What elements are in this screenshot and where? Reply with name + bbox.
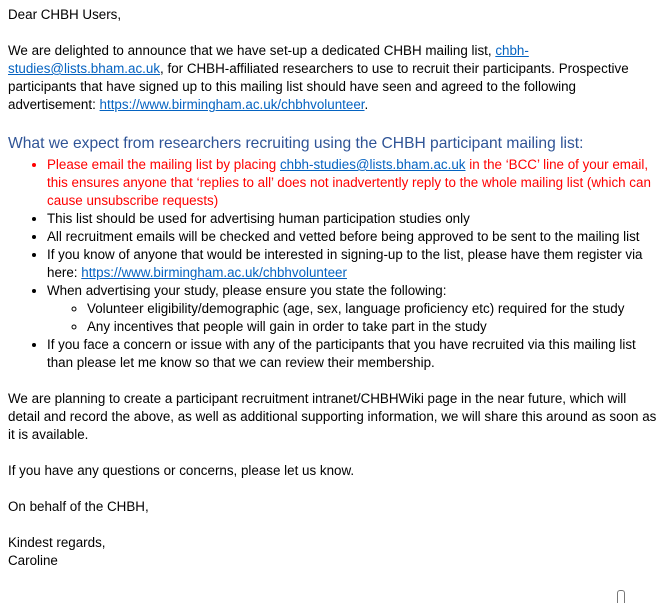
- list-item-bcc: [47, 156, 660, 210]
- intro-paragraph: [8, 42, 660, 114]
- planning-paragraph: We are planning to create a participant recruitment intranet/CHBHWiki page in the near future, which will detail and record the above, as well as additional supporting information, we will share this around as soon as it is available.: [8, 391, 657, 442]
- intro-text: We are delighted to announce that we have set-up a dedicated CHBH mailing list,: [8, 43, 496, 58]
- signature: Caroline: [8, 553, 58, 568]
- sub-list: [47, 300, 660, 336]
- bcc-text-2: in the ‘BCC’ line of your email, this ensures anyone that ‘replies to all’ does not inadvertently reply to the whole mailing list (which can cause unsubscribe requests): [47, 157, 651, 208]
- register-url-link[interactable]: https://www.birmingham.ac.uk/chbhvolunteer: [81, 265, 347, 280]
- list-item: • If you face a concern or issue with any of the participants that you have recruited via this mailing list than please let me know so that we can review their membership.: [47, 336, 660, 372]
- sub-list-item: ◦ Volunteer eligibility/demographic (age, sex, language proficiency etc) required for the study: [87, 300, 660, 318]
- volunteer-url-link[interactable]: https://www.birmingham.ac.uk/chbhvolunteer: [99, 97, 365, 112]
- register-text: If you know of anyone that would be interested in signing-up to the list, please have them register via here:: [47, 247, 643, 280]
- intro-text-2: , for CHBH-affiliated researchers to use to recruit their participants. Prospective participants that have signed up to this mailing list should have seen and agreed to the following advertisement:: [8, 61, 629, 112]
- questions-paragraph: If you have any questions or concerns, please let us know.: [8, 463, 355, 478]
- list-item-advertising: [47, 282, 660, 336]
- sub-list-item: ◦ Any incentives that people will gain in order to take part in the study: [87, 318, 660, 336]
- list-item: • All recruitment emails will be checked and vetted before being approved to be sent to the mailing list: [47, 228, 660, 246]
- greeting: Dear CHBH Users,: [8, 7, 122, 22]
- section-heading: What we expect from researchers recruiting using the CHBH participant mailing list:: [8, 135, 584, 152]
- list-item: • This list should be used for advertising human participation studies only: [47, 210, 660, 228]
- bcc-text: Please email the mailing list by placing: [47, 157, 280, 172]
- intro-text-3: .: [364, 97, 369, 112]
- bcc-email-link[interactable]: chbh-studies@lists.bham.ac.uk: [279, 157, 466, 172]
- cursor-icon: [617, 590, 625, 603]
- closing: Kindest regards,: [8, 535, 106, 550]
- list-item-register: [47, 246, 660, 282]
- email-body: [8, 6, 660, 570]
- mailing-list-email-link[interactable]: chbh-studies@lists.bham.ac.uk: [8, 43, 529, 76]
- advertising-text: When advertising your study, please ensure you state the following:: [47, 283, 447, 298]
- expectations-list: [8, 156, 660, 372]
- on-behalf-line: On behalf of the CHBH,: [8, 499, 149, 514]
